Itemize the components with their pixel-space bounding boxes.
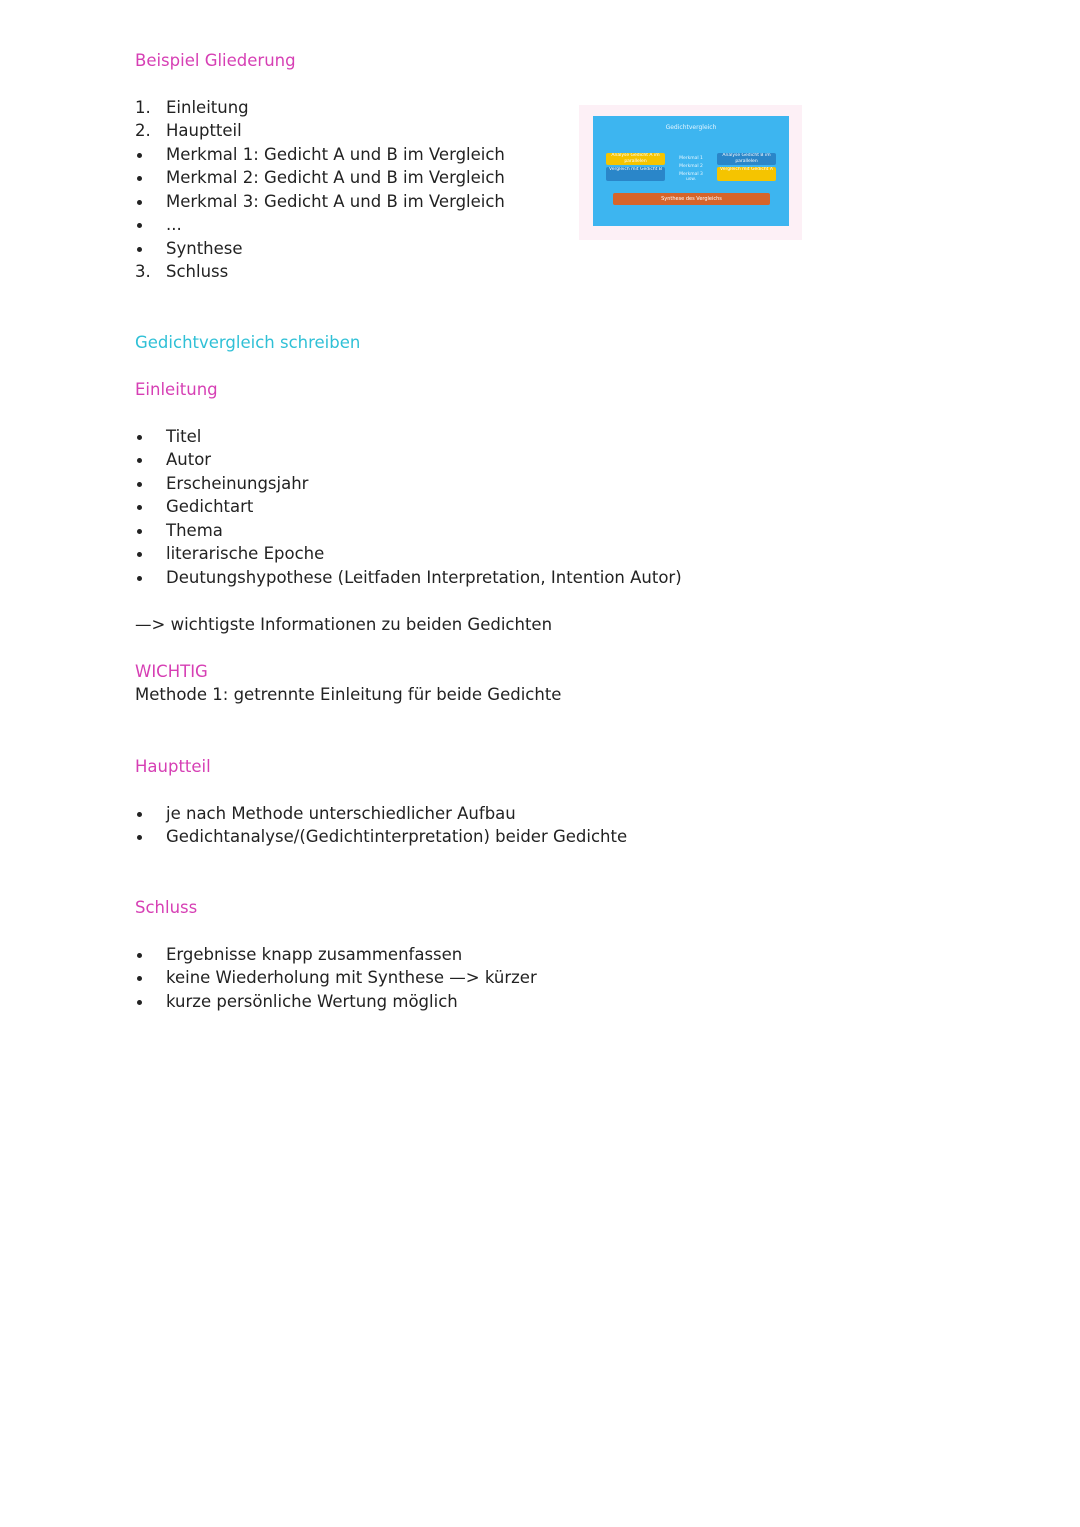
schluss-heading: Schluss — [135, 898, 198, 917]
list-item-text: Gedichtart — [166, 497, 254, 516]
outline-text: Hauptteil — [166, 121, 242, 140]
list-item-text: Autor — [166, 450, 212, 469]
list-item-text: Deutungshypothese (Leitfaden Interpretation, Intention Autor) — [166, 568, 682, 587]
diagram-box-analysis-b — [717, 153, 776, 165]
diagram-feature: Merkmal 2 — [679, 164, 703, 169]
bullet-icon — [137, 176, 142, 181]
list-item-text: kurze persönliche Wertung möglich — [166, 992, 458, 1011]
bullet-icon — [137, 576, 142, 581]
outline-marker: 1. — [135, 98, 151, 117]
diagram-feature: Merkmal 3 — [679, 172, 703, 177]
diagram-box-label: Analyse Gedicht A im parallelen — [611, 153, 660, 164]
bullet-icon — [137, 976, 142, 981]
bullet-icon — [137, 458, 142, 463]
bullet-icon — [137, 153, 142, 158]
list-item-text: literarische Epoche — [166, 544, 325, 563]
bullet-icon — [137, 552, 142, 557]
einleitung-note: —> wichtigste Informationen zu beiden Gedichten — [135, 615, 553, 634]
outline-text: ... — [166, 215, 182, 234]
bullet-icon — [137, 835, 142, 840]
diagram-box-comparison-a — [606, 167, 665, 181]
einleitung-heading: Einleitung — [135, 380, 218, 399]
bullet-icon — [137, 812, 142, 817]
hauptteil-heading: Hauptteil — [135, 757, 211, 776]
outline-text: Synthese — [166, 239, 243, 258]
bullet-icon — [137, 482, 142, 487]
outline-text: Merkmal 2: Gedicht A und B im Vergleich — [166, 168, 505, 187]
outline-text: Merkmal 1: Gedicht A und B im Vergleich — [166, 145, 505, 164]
list-item-text: Titel — [166, 427, 202, 446]
bullet-icon — [137, 529, 142, 534]
list-item-text: Gedichtanalyse/(Gedichtinterpretation) beider Gedichte — [166, 827, 628, 846]
bullet-icon — [137, 200, 142, 205]
list-item-text: je nach Methode unterschiedlicher Aufbau — [166, 804, 516, 823]
outline-text: Schluss — [166, 262, 229, 281]
diagram-box-label: Vergleich mit Gedicht A — [720, 167, 773, 172]
important-label: WICHTIG — [135, 662, 208, 681]
outline-text: Einleitung — [166, 98, 249, 117]
list-item-text: Ergebnisse knapp zusammenfassen — [166, 945, 463, 964]
outline-heading: Beispiel Gliederung — [135, 51, 296, 70]
outline-text: Merkmal 3: Gedicht A und B im Vergleich — [166, 192, 505, 211]
comparison-diagram — [593, 116, 789, 226]
outline-marker: 3. — [135, 262, 151, 281]
diagram-box-label: Analyse Gedicht B im parallelen — [722, 153, 771, 164]
bullet-icon — [137, 223, 142, 228]
diagram-title: Gedichtvergleich — [665, 124, 717, 131]
bullet-icon — [137, 1000, 142, 1005]
diagram-box-comparison-b — [717, 167, 776, 181]
diagram-feature: usw. — [686, 177, 696, 182]
diagram-box-label: Vergleich mit Gedicht B — [609, 167, 662, 172]
diagram-box-label: Synthese des Vergleichs — [661, 196, 722, 202]
list-item-text: Erscheinungsjahr — [166, 474, 309, 493]
bullet-icon — [137, 247, 142, 252]
list-item-text: keine Wiederholung mit Synthese —> kürzer — [166, 968, 537, 987]
outline-marker: 2. — [135, 121, 151, 140]
bullet-icon — [137, 435, 142, 440]
diagram-feature: Merkmal 1 — [679, 156, 703, 161]
section-title: Gedichtvergleich schreiben — [135, 333, 361, 352]
diagram-box-synthesis — [613, 193, 770, 205]
list-item-text: Thema — [166, 521, 223, 540]
bullet-icon — [137, 505, 142, 510]
important-text: Methode 1: getrennte Einleitung für beide Gedichte — [135, 685, 562, 704]
bullet-icon — [137, 953, 142, 958]
diagram-box-analysis-a — [606, 153, 665, 165]
diagram-middle-list — [671, 156, 711, 182]
